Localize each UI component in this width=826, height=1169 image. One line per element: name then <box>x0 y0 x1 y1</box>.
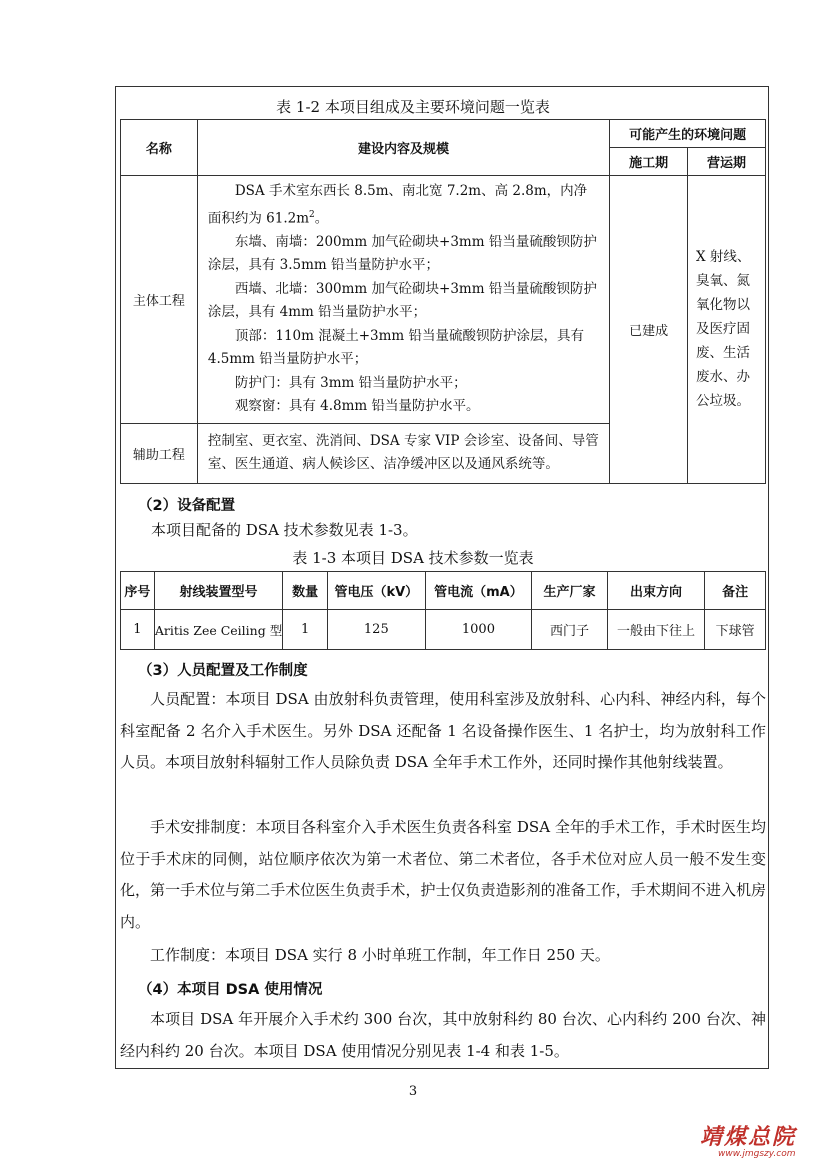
t13-header-direction: 出束方向 <box>607 572 704 610</box>
section-4-usage: 本项目 DSA 年开展介入手术约 300 台次，其中放射科约 80 台次、心内科约 200 台次、神经内科约 20 台次。本项目 DSA 使用情况分别见表 1-4 和表 1-5。 <box>120 1010 766 1060</box>
t13-header-qty: 数量 <box>283 572 328 610</box>
section-3-schedule: 工作制度：本项目 DSA 实行 8 小时单班工作制，年工作日 250 天。 <box>150 946 610 964</box>
table-1-2-caption: 表 1-2 本项目组成及主要环境问题一览表 <box>276 98 550 116</box>
t13-header-kv: 管电压（kV） <box>328 572 426 610</box>
watermark <box>700 1120 826 1159</box>
header-construction: 施工期 <box>610 148 688 176</box>
t13-header-model: 射线装置型号 <box>154 572 282 610</box>
table-1-3 <box>120 571 766 650</box>
operation-value: X 射线、臭氧、氮氧化物以及医疗固废、生活废水、办公垃圾。 <box>688 176 766 484</box>
row-aux-content: 控制室、更衣室、洗消间、DSA 专家 VIP 会诊室、设备间、导管室、医生通道、病人候诊区、洁净缓冲区以及通风系统等。 <box>197 423 609 483</box>
t13-header-no: 序号 <box>121 572 155 610</box>
t13-header-maker: 生产厂家 <box>532 572 608 610</box>
t13-cell-direction: 一般由下往上 <box>607 610 704 650</box>
t13-cell-ma: 1000 <box>425 610 532 650</box>
table-row <box>121 610 766 650</box>
header-operation: 营运期 <box>688 148 766 176</box>
t13-cell-model: Aritis Zee Ceiling 型 <box>154 610 282 650</box>
t13-cell-kv: 125 <box>328 610 426 650</box>
page-number: 3 <box>408 1084 418 1099</box>
row-aux-name: 辅助工程 <box>121 423 198 483</box>
row-main-content <box>197 176 609 424</box>
main-line-2: 东墙、南墙：200mm 加气砼砌块+3mm 铅当量硫酸钡防护涂层，具有 3.5mm 铅当量防护水平； <box>207 233 597 273</box>
t13-header-note: 备注 <box>705 572 766 610</box>
section-4-title: （4）本项目 DSA 使用情况 <box>138 982 323 998</box>
main-line-5: 防护门：具有 3mm 铅当量防护水平； <box>234 374 467 391</box>
header-content: 建设内容及规模 <box>197 120 609 176</box>
t13-header-ma: 管电流（mA） <box>425 572 532 610</box>
section-2-intro: 本项目配备的 DSA 技术参数见表 1-3。 <box>151 521 418 539</box>
section-2-title: （2）设备配置 <box>138 498 236 514</box>
header-env: 可能产生的环境问题 <box>610 120 766 148</box>
main-line-4: 顶部：110m 混凝土+3mm 铅当量硫酸钡防护涂层，具有 4.5mm 铅当量防护水平； <box>207 327 585 367</box>
header-name: 名称 <box>121 120 198 176</box>
table-1-2 <box>120 119 766 484</box>
watermark-logo: 靖煤总院 <box>700 1125 797 1150</box>
t13-cell-no: 1 <box>121 610 155 650</box>
section-3-staffing: 人员配置：本项目 DSA 由放射科负责管理，使用科室涉及放射科、心内科、神经内科，每个科室配备 2 名介入手术医生。另外 DSA 还配备 1 名设备操作医生、1 名护士，均为放射科工作人员。本项目放射科辐射工作人员除负责 DSA 全年手术工作外，还同时操作其他射线装置。 <box>120 690 766 771</box>
watermark-url: www.jmgszy.com <box>718 1149 796 1159</box>
table-1-3-caption: 表 1-3 本项目 DSA 技术参数一览表 <box>292 549 534 567</box>
section-3-surgery: 手术安排制度：本项目各科室介入手术医生负责各科室 DSA 全年的手术工作，手术时医生均位于手术床的同侧，站位顺序依次为第一术者位、第二术者位，各手术位对应人员一般不发生变化，第一手术位与第二手术位医生负责手术，护士仅负责造影剂的准备工作，手术期间不进入机房内。 <box>120 818 766 931</box>
construction-value: 已建成 <box>610 176 688 484</box>
section-3-title: （3）人员配置及工作制度 <box>138 663 308 679</box>
main-line-6: 观察窗：具有 4.8mm 铅当量防护水平。 <box>234 398 480 414</box>
t13-cell-note: 下球管 <box>705 610 766 650</box>
main-line-3: 西墙、北墙：300mm 加气砼砌块+3mm 铅当量硫酸钡防护涂层，具有 4mm 铅当量防护水平； <box>207 280 597 320</box>
main-line-1: DSA 手术室东西长 8.5m、南北宽 7.2m、高 2.8m，内净面积约为 $61.2m^2$。 <box>207 183 588 226</box>
t13-cell-maker: 西门子 <box>532 610 608 650</box>
row-main-name: 主体工程 <box>121 176 198 424</box>
t13-cell-qty: 1 <box>283 610 328 650</box>
